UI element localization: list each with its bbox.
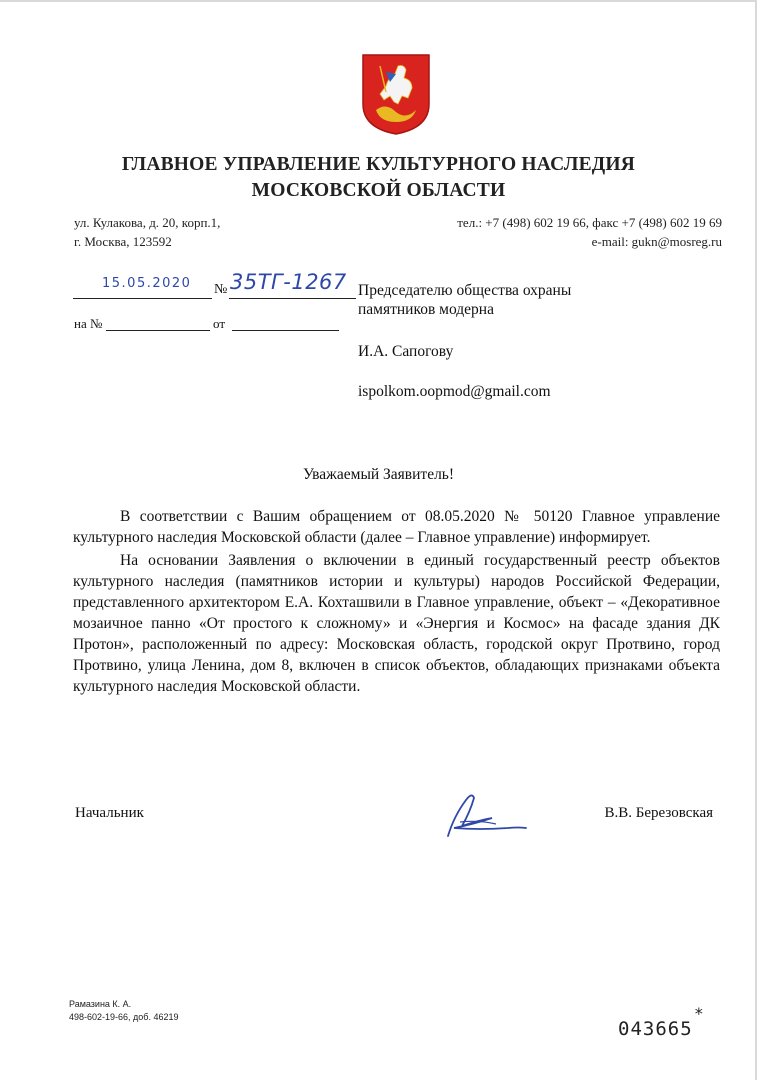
recipient-line1: Председателю общества охраны (358, 282, 572, 299)
executor-name: Рамазина К. А. (69, 999, 132, 1009)
from-label: от (213, 316, 226, 331)
recipient-line2: памятников модерна (358, 301, 494, 318)
number-sign: № (214, 282, 228, 297)
organization-title-line1: ГЛАВНОЕ УПРАВЛЕНИЕ КУЛЬТУРНОГО НАСЛЕДИЯ (121, 154, 636, 175)
coat-of-arms-icon (360, 52, 432, 136)
address-street: ул. Кулакова, д. 20, корп.1, (74, 215, 221, 230)
salutation: Уважаемый Заявитель! (302, 466, 455, 483)
letter-body (73, 506, 720, 697)
body-paragraph: В соответствии с Вашим обращением от 08.05.2020 № 50120 Главное управление культурного наследия Московской области (далее – Главное управление) информирует. (73, 508, 720, 546)
signature-name: В.В. Березовская (604, 805, 713, 821)
address-city: г. Москва, 123592 (74, 234, 172, 249)
reply-to-label: на № (74, 316, 103, 331)
registration-date: 15.05.2020 (102, 276, 192, 291)
form-number: 043665 (618, 1018, 693, 1040)
handwritten-signature (440, 786, 530, 842)
reply-to-underline (106, 330, 210, 331)
contacts-email: e-mail: gukn@mosreg.ru (591, 234, 722, 249)
recipient-name: И.А. Сапогову (358, 343, 454, 360)
organization-title-line2: МОСКОВСКОЙ ОБЛАСТИ (251, 180, 506, 201)
body-paragraph: На основании Заявления о включении в единый государственный реестр объектов культурного наследия (памятников истории и культуры) народов Российской Федерации, представленного архитектором Е.А. Кохташвили в Главное управление, объект – «Декоративное мозаичное панно «От простого к сложному» и «Энергия и Космос» на фасаде здания ДК Протон», расположенный по адресу: Московская область, городской округ Протвино, город Протвино, улица Ленина, дом 8, включен в список объектов, обладающих признаками объекта культурного наследия Московской области. (73, 552, 720, 695)
recipient-email: ispolkom.oopmod@gmail.com (358, 383, 551, 400)
registration-number: 35ТГ-1267 (230, 270, 347, 294)
date-underline (73, 298, 212, 299)
form-mark: * (694, 1004, 704, 1023)
executor-phone: 498-602-19-66, доб. 46219 (69, 1012, 179, 1022)
from-underline (232, 330, 339, 331)
contacts-phone: тел.: +7 (498) 602 19 66, факс +7 (498) 602 19 69 (457, 215, 722, 230)
signature-position: Начальник (75, 805, 144, 821)
number-underline (229, 298, 356, 299)
